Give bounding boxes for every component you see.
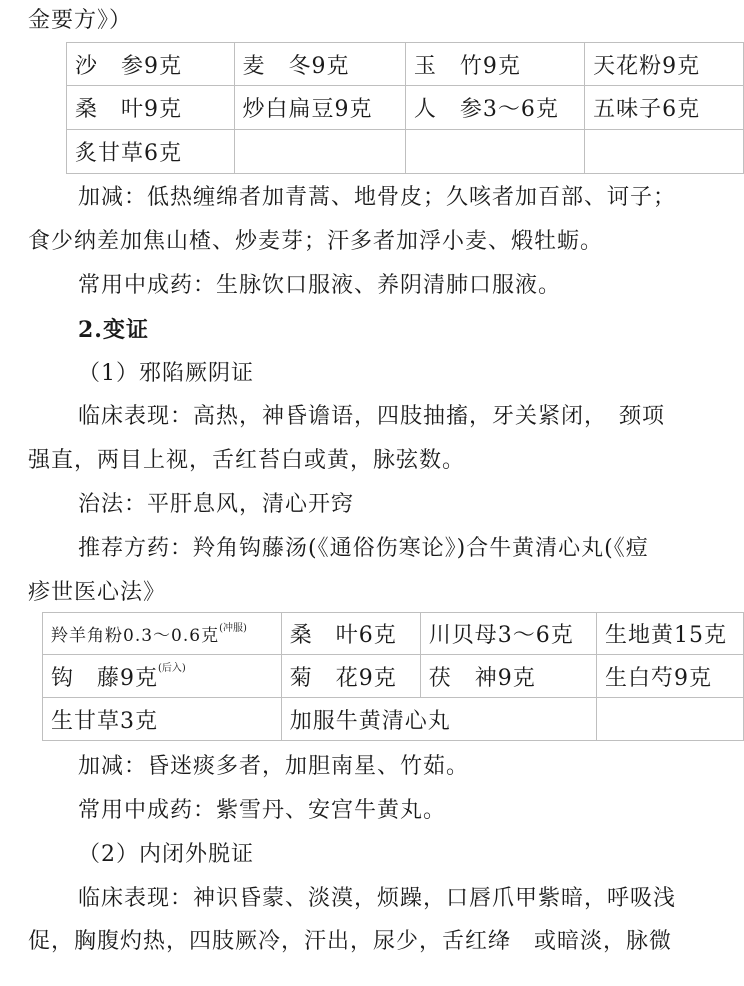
table1-cell: 天花粉9克 (585, 43, 744, 86)
table1-row (67, 130, 744, 174)
prescription-table-1 (66, 42, 744, 174)
patent-medicine-1: 常用中成药：生脉饮口服液、养阴清肺口服液。 (78, 273, 562, 298)
table1-cell: 五味子6克 (585, 86, 744, 130)
table2-cell: 生甘草3克 (43, 698, 282, 741)
table2-cell: 钩 藤9克$^{(后入)}$ (43, 655, 282, 698)
modify-2: 加减：昏迷痰多者，加胆南星、竹茹。 (78, 754, 470, 779)
table1-row (67, 43, 744, 86)
table1-cell: 桑 叶9克 (67, 86, 235, 130)
table2-cell: 川贝母3～6克 (420, 613, 596, 655)
sub2-clinical-line-2: 促，胸腹灼热，四肢厥冷，汗出，尿少，舌红绛 或暗淡，脉微 (28, 929, 673, 954)
modify-1-line-2: 食少纳差加焦山楂、炒麦芽；汗多者加浮小麦、煅牡蛎。 (28, 229, 604, 254)
section-2-title: 2.变证 (78, 317, 149, 343)
sub1-clinical-line-2: 强直，两目上视，舌红苔白或黄，脉弦数。 (28, 448, 466, 473)
sub1-treatment-method: 治法：平肝息风，清心开窍 (78, 492, 355, 517)
table1-cell: 炙甘草6克 (67, 130, 235, 174)
table1-cell: 炒白扁豆9克 (234, 86, 405, 130)
table1-cell: 沙 参9克 (67, 43, 235, 86)
table1-cell: 人 参3～6克 (405, 86, 584, 130)
table1-cell: 麦 冬9克 (234, 43, 405, 86)
table2-cell: 生白芍9克 (596, 655, 743, 698)
table1-cell: 玉 竹9克 (405, 43, 584, 86)
table2-cell (596, 698, 743, 741)
modify-1-line-1: 加减：低热缠绵者加青蒿、地骨皮；久咳者加百部、诃子； (78, 185, 677, 210)
intro-tail-text: 金要方》） (28, 8, 133, 33)
table2-cell: 加服牛黄清心丸 (281, 698, 596, 741)
subsection-1-title: （1）邪陷厥阴证 (78, 361, 254, 386)
table1-cell (234, 130, 405, 174)
prescription-table-2 (42, 612, 744, 741)
table1-cell (585, 130, 744, 174)
patent-medicine-2: 常用中成药：紫雪丹、安宫牛黄丸。 (78, 798, 447, 823)
subsection-2-title: （2）内闭外脱证 (78, 842, 254, 867)
sub1-prescription-line-2: 疹世医心法》 (28, 580, 167, 605)
sub1-prescription-line-1: 推荐方药：羚角钩藤汤(《通俗伤寒论》)合牛黄清心丸(《痘 (78, 536, 649, 561)
table1-cell (405, 130, 584, 174)
sub1-clinical-line-1: 临床表现：高热，神昏谵语，四肢抽搐，牙关紧闭， 颈项 (78, 404, 666, 429)
table2-cell: 生地黄15克 (596, 613, 743, 655)
table2-cell: 羚羊角粉0.3～0.6克$^{(冲服)}$ (43, 613, 282, 655)
table2-cell: 茯 神9克 (420, 655, 596, 698)
table2-cell: 桑 叶6克 (281, 613, 420, 655)
table2-cell: 菊 花9克 (281, 655, 420, 698)
sub2-clinical-line-1: 临床表现：神识昏蒙、淡漠，烦躁，口唇爪甲紫暗，呼吸浅 (78, 886, 677, 911)
table1-row (67, 86, 744, 130)
